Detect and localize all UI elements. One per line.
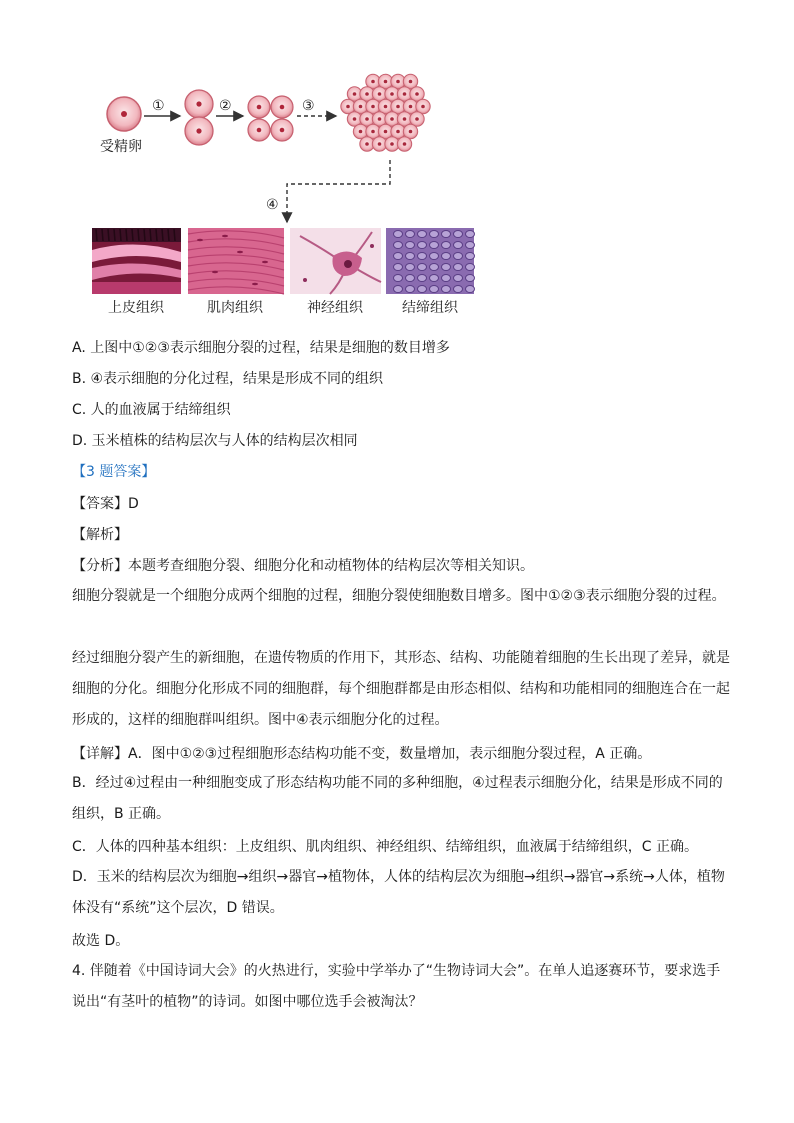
connective-cell xyxy=(418,286,427,293)
connective-tissue-label: 结缔组织 xyxy=(402,300,458,316)
cluster-cell-nucleus xyxy=(409,105,413,109)
step-4-marker: ④ xyxy=(266,197,279,213)
nerve-tissue-image xyxy=(290,228,381,294)
connective-cell xyxy=(430,242,439,249)
nerve-tissue-label: 神经组织 xyxy=(307,300,363,316)
connective-cell xyxy=(394,275,403,282)
cluster-cell-nucleus xyxy=(371,130,375,134)
cluster-cell-nucleus xyxy=(415,117,419,121)
cluster-cell-nucleus xyxy=(384,105,388,109)
muscle-tissue-label: 肌肉组织 xyxy=(207,300,263,316)
option-a: A. 上图中①②③表示细胞分裂的过程，结果是细胞的数目增多 xyxy=(72,340,450,356)
cell-division-diagram xyxy=(0,0,794,330)
detail-c: C．人体的四种基本组织：上皮组织、肌肉组织、神经组织、结缔组织，血液属于结缔组织，C 正确。 xyxy=(72,839,698,855)
arrow-step-4 xyxy=(287,160,390,222)
cluster-cell-nucleus xyxy=(390,117,394,121)
cluster-cell-nucleus xyxy=(353,92,357,96)
cluster-cell-nucleus xyxy=(415,92,419,96)
connective-cell xyxy=(394,242,403,249)
connective-cell xyxy=(418,264,427,271)
detail-a: 【详解】A．图中①②③过程细胞形态结构功能不变，数量增加，表示细胞分裂过程，A 正确。 xyxy=(72,746,652,762)
connective-cell xyxy=(466,231,475,238)
cluster-cell-nucleus xyxy=(390,142,394,146)
connective-cell xyxy=(430,253,439,260)
cluster-cell-nucleus xyxy=(378,92,382,96)
cluster-cell-nucleus xyxy=(378,117,382,121)
connective-cell xyxy=(418,231,427,238)
answer-tag: 【3 题答案】 xyxy=(72,464,156,480)
connective-cell xyxy=(430,264,439,271)
epithelial-tissue-label: 上皮组织 xyxy=(108,300,164,316)
connective-cell xyxy=(466,242,475,249)
option-d: D. 玉米植株的结构层次与人体的结构层次相同 xyxy=(72,433,358,449)
answer-line: 【答案】D xyxy=(72,496,139,512)
connective-cell xyxy=(466,286,475,293)
connective-cell xyxy=(418,242,427,249)
connective-cell xyxy=(406,231,415,238)
connective-cell xyxy=(394,264,403,271)
cluster-cell-nucleus xyxy=(353,117,357,121)
connective-cell xyxy=(466,264,475,271)
cluster-cell-nucleus xyxy=(396,105,400,109)
connective-cell xyxy=(406,286,415,293)
option-c: C. 人的血液属于结缔组织 xyxy=(72,402,231,418)
option-b: B. ④表示细胞的分化过程，结果是形成不同的组织 xyxy=(72,371,384,387)
muscle-tissue-image xyxy=(188,228,284,294)
connective-cell xyxy=(430,275,439,282)
cluster-cell-nucleus xyxy=(384,80,388,84)
step-1-marker: ① xyxy=(152,98,165,114)
connective-cell xyxy=(454,253,463,260)
cluster-cell-nucleus xyxy=(396,130,400,134)
cluster-cell-nucleus xyxy=(359,130,363,134)
cluster-cell-nucleus xyxy=(359,105,363,109)
cluster-cell-nucleus xyxy=(365,117,369,121)
analysis-paragraph-2: 经过细胞分裂产生的新细胞，在遗传物质的作用下，其形态、结构、功能随着细胞的生长出现了差异，就是细胞的分化。细胞分化形成不同的细胞群，每个细胞群都是由形态相似、结构和功能相同的细胞连合在一起形成的，这样的细胞群叫组织。图中④表示细胞分化的过程。 xyxy=(72,650,730,728)
connective-cell xyxy=(454,286,463,293)
cell-division-figure xyxy=(0,0,794,330)
analysis-intro: 【分析】本题考查细胞分裂、细胞分化和动植物体的结构层次等相关知识。 xyxy=(72,558,534,574)
connective-cell xyxy=(442,253,451,260)
cluster-cell-nucleus xyxy=(378,142,382,146)
detail-d: D．玉米的结构层次为细胞→组织→器官→植物体，人体的结构层次为细胞→组织→器官→系统→人体，植物体没有“系统”这个层次，D 错误。 xyxy=(72,869,725,916)
connective-cell xyxy=(454,264,463,271)
cluster-cell-nucleus xyxy=(409,130,413,134)
cluster-cell-nucleus xyxy=(409,80,413,84)
connective-cell xyxy=(406,253,415,260)
four-cell-stage xyxy=(248,96,293,141)
connective-cell xyxy=(394,286,403,293)
cluster-cell-nucleus xyxy=(403,142,407,146)
connective-cell xyxy=(442,242,451,249)
cluster-cell-nucleus xyxy=(403,117,407,121)
cluster-cell-nucleus xyxy=(421,105,425,109)
cluster-cell-nucleus xyxy=(365,142,369,146)
detail-b: B．经过④过程由一种细胞变成了形态结构功能不同的多种细胞，④过程表示细胞分化，结果是形成不同的组织，B 正确。 xyxy=(72,775,723,822)
cluster-cell-nucleus xyxy=(346,105,350,109)
cluster-cell-nucleus xyxy=(371,105,375,109)
connective-cell xyxy=(442,286,451,293)
connective-cell xyxy=(394,231,403,238)
cell-cluster xyxy=(341,74,430,151)
conclusion: 故选 D。 xyxy=(72,933,130,949)
zygote-label: 受精卵 xyxy=(100,139,142,155)
connective-cell xyxy=(406,242,415,249)
connective-cell xyxy=(454,242,463,249)
cluster-cell-nucleus xyxy=(371,80,375,84)
connective-cell xyxy=(418,275,427,282)
cluster-cell-nucleus xyxy=(365,92,369,96)
connective-cell xyxy=(418,253,427,260)
connective-cell xyxy=(466,275,475,282)
connective-cell xyxy=(466,253,475,260)
cluster-cell-nucleus xyxy=(396,80,400,84)
connective-cell xyxy=(442,264,451,271)
step-3-marker: ③ xyxy=(302,98,315,114)
connective-tissue-image xyxy=(386,228,475,294)
cluster-cell-nucleus xyxy=(403,92,407,96)
epithelial-tissue-image xyxy=(92,228,181,294)
connective-cell xyxy=(442,231,451,238)
connective-cell xyxy=(406,275,415,282)
connective-cell xyxy=(430,286,439,293)
connective-cell xyxy=(442,275,451,282)
connective-cell xyxy=(394,253,403,260)
zygote-cell xyxy=(107,97,141,131)
connective-cell xyxy=(430,231,439,238)
cluster-cell-nucleus xyxy=(384,130,388,134)
cluster-cell-nucleus xyxy=(390,92,394,96)
two-cell-stage xyxy=(185,90,213,145)
connective-cell xyxy=(406,264,415,271)
connective-cell xyxy=(454,231,463,238)
step-2-marker: ② xyxy=(219,98,232,114)
analysis-tag: 【解析】 xyxy=(72,527,128,543)
connective-cell xyxy=(454,275,463,282)
analysis-paragraph-1: 细胞分裂就是一个细胞分成两个细胞的过程，细胞分裂使细胞数目增多。图中①②③表示细胞分裂的过程。 xyxy=(72,588,726,604)
next-question: 4. 伴随着《中国诗词大会》的火热进行，实验中学举办了“生物诗词大会”。在单人追逐赛环节，要求选手说出“有茎叶的植物”的诗词。如图中哪位选手会被淘汰？ xyxy=(72,963,721,1010)
